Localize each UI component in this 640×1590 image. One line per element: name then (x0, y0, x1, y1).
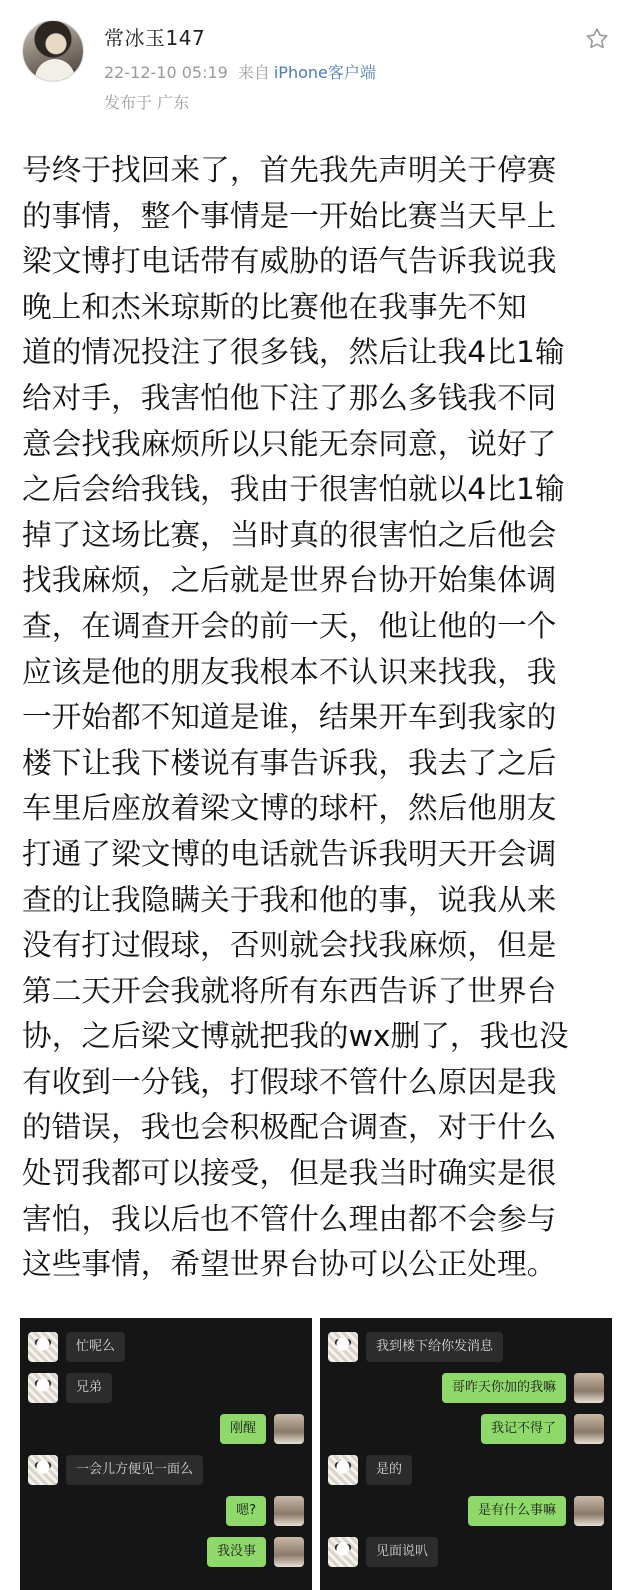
outgoing-message-bubble[interactable]: 哥昨天你加的我嘛 (442, 1373, 566, 1403)
contact-avatar[interactable] (328, 1332, 358, 1362)
post-text-line: 意会找我麻烦所以只能无奈同意，说好了 (22, 426, 557, 461)
self-avatar[interactable] (274, 1496, 304, 1526)
post-text-line: 晚上和杰米琼斯的比赛他在我事先不知 (22, 289, 527, 324)
post-text-line: 第二天开会我就将所有东西告诉了世界台 (22, 973, 557, 1008)
incoming-message-bubble[interactable]: 我到楼下给你发消息 (366, 1332, 503, 1362)
outgoing-message-bubble[interactable]: 我记不得了 (481, 1414, 566, 1444)
star-outline-icon[interactable] (584, 26, 610, 52)
post-source[interactable]: iPhone客户端 (273, 63, 376, 82)
post-text-line: 给对手，我害怕他下注了那么多钱我不同 (22, 380, 557, 415)
incoming-message-bubble[interactable]: 是的 (366, 1455, 412, 1485)
username[interactable]: 常冰玉147 (104, 26, 206, 50)
incoming-message-bubble[interactable]: 忙呢么 (66, 1332, 125, 1362)
post-text-line: 有收到一分钱，打假球不管什么原因是我 (22, 1064, 557, 1099)
post-text-line: 害怕，我以后也不管什么理由都不会参与 (22, 1201, 557, 1236)
post-text-line: 查，在调查开会的前一天，他让他的一个 (22, 608, 557, 643)
post-text-line: 的错误，我也会积极配合调查，对于什么 (22, 1110, 557, 1145)
post-text-line: 这些事情，希望世界台协可以公正处理。 (22, 1247, 557, 1282)
post-text-line: 处罚我都可以接受，但是我当时确实是很 (22, 1156, 557, 1191)
outgoing-message-bubble[interactable]: 我没事 (207, 1537, 266, 1567)
post-text-line: 找我麻烦，之后就是世界台协开始集体调 (22, 563, 557, 598)
post-text-line: 没有打过假球，否则就会找我麻烦，但是 (22, 928, 557, 963)
contact-avatar[interactable] (28, 1373, 58, 1403)
user-avatar[interactable] (22, 20, 84, 82)
post-text-line: 掉了这场比赛，当时真的很害怕之后他会 (22, 517, 557, 552)
via-prefix: 来自 (237, 63, 270, 82)
self-avatar[interactable] (274, 1537, 304, 1567)
contact-avatar[interactable] (328, 1455, 358, 1485)
contact-avatar[interactable] (28, 1455, 58, 1485)
post-text-line: 之后会给我钱，我由于很害怕就以4比1输 (22, 472, 565, 507)
self-avatar[interactable] (274, 1414, 304, 1444)
post-timestamp: 22-12-10 05:19 (104, 63, 228, 82)
incoming-message-bubble[interactable]: 兄弟 (66, 1373, 112, 1403)
contact-avatar[interactable] (328, 1537, 358, 1567)
post-header (0, 0, 640, 120)
self-avatar[interactable] (574, 1414, 604, 1444)
self-avatar[interactable] (574, 1373, 604, 1403)
chat-screenshot-right[interactable] (320, 1318, 612, 1590)
post-text-line: 打通了梁文博的电话就告诉我明天开会调 (22, 836, 557, 871)
incoming-message-bubble[interactable]: 一会儿方便见一面么 (66, 1455, 203, 1485)
contact-avatar[interactable] (28, 1332, 58, 1362)
post-text-line: 楼下让我下楼说有事告诉我，我去了之后 (22, 745, 557, 780)
post-meta (104, 60, 376, 83)
post-text-line: 梁文博打电话带有威胁的语气告诉我说我 (22, 244, 557, 279)
self-avatar[interactable] (574, 1496, 604, 1526)
post-text-line: 车里后座放着梁文博的球杆，然后他朋友 (22, 791, 557, 826)
post-location: 发布于 广东 (104, 93, 190, 112)
post-text-line: 道的情况投注了很多钱，然后让我4比1输 (22, 335, 565, 370)
post-text-line: 应该是他的朋友我根本不认识来找我，我 (22, 654, 557, 689)
chat-screenshot-left[interactable] (20, 1318, 312, 1590)
outgoing-message-bubble[interactable]: 嗯? (226, 1496, 266, 1526)
post-text-line: 号终于找回来了，首先我先声明关于停赛 (22, 153, 557, 187)
incoming-message-bubble[interactable]: 见面说叭 (366, 1537, 438, 1567)
post-text-line: 的事情，整个事情是一开始比赛当天早上 (22, 198, 557, 233)
post-body (22, 148, 626, 1288)
outgoing-message-bubble[interactable]: 刚醒 (220, 1414, 266, 1444)
post-text-line: 查的让我隐瞒关于我和他的事，说我从来 (22, 882, 557, 917)
outgoing-message-bubble[interactable]: 是有什么事嘛 (468, 1496, 566, 1526)
post-text-line: 协，之后梁文博就把我的wx删了，我也没 (22, 1019, 569, 1054)
post-text-line: 一开始都不知道是谁，结果开车到我家的 (22, 700, 557, 735)
